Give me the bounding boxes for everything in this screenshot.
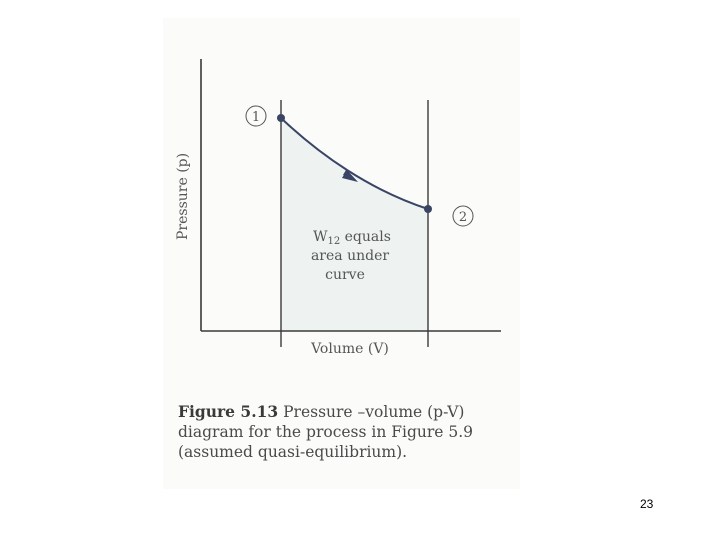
caption-line-1-text: Pressure –volume (p-V) xyxy=(283,403,465,421)
area-label-line1 xyxy=(313,229,391,247)
area-label-line3: curve xyxy=(325,267,365,283)
state-1-label: 1 xyxy=(251,110,261,125)
state-1-point xyxy=(277,114,285,122)
page-number: 23 xyxy=(640,497,654,511)
work-subscript: 12 xyxy=(327,236,341,247)
state-2-point xyxy=(424,205,432,213)
state-2-label: 2 xyxy=(458,210,468,225)
figure-caption xyxy=(178,402,518,462)
caption-line-2: diagram for the process in Figure 5.9 xyxy=(178,423,474,441)
equals-word: equals xyxy=(340,229,391,245)
shaded-work-area xyxy=(281,118,428,331)
x-axis-label: Volume (V) xyxy=(311,341,389,357)
work-symbol: W xyxy=(313,229,328,245)
area-label-line2: area under xyxy=(310,248,390,264)
figure-number: Figure 5.13 xyxy=(178,402,279,421)
caption-line-1 xyxy=(178,402,518,422)
y-axis-label: Pressure (p) xyxy=(175,152,191,240)
caption-line-3: (assumed quasi-equilibrium). xyxy=(178,443,408,461)
